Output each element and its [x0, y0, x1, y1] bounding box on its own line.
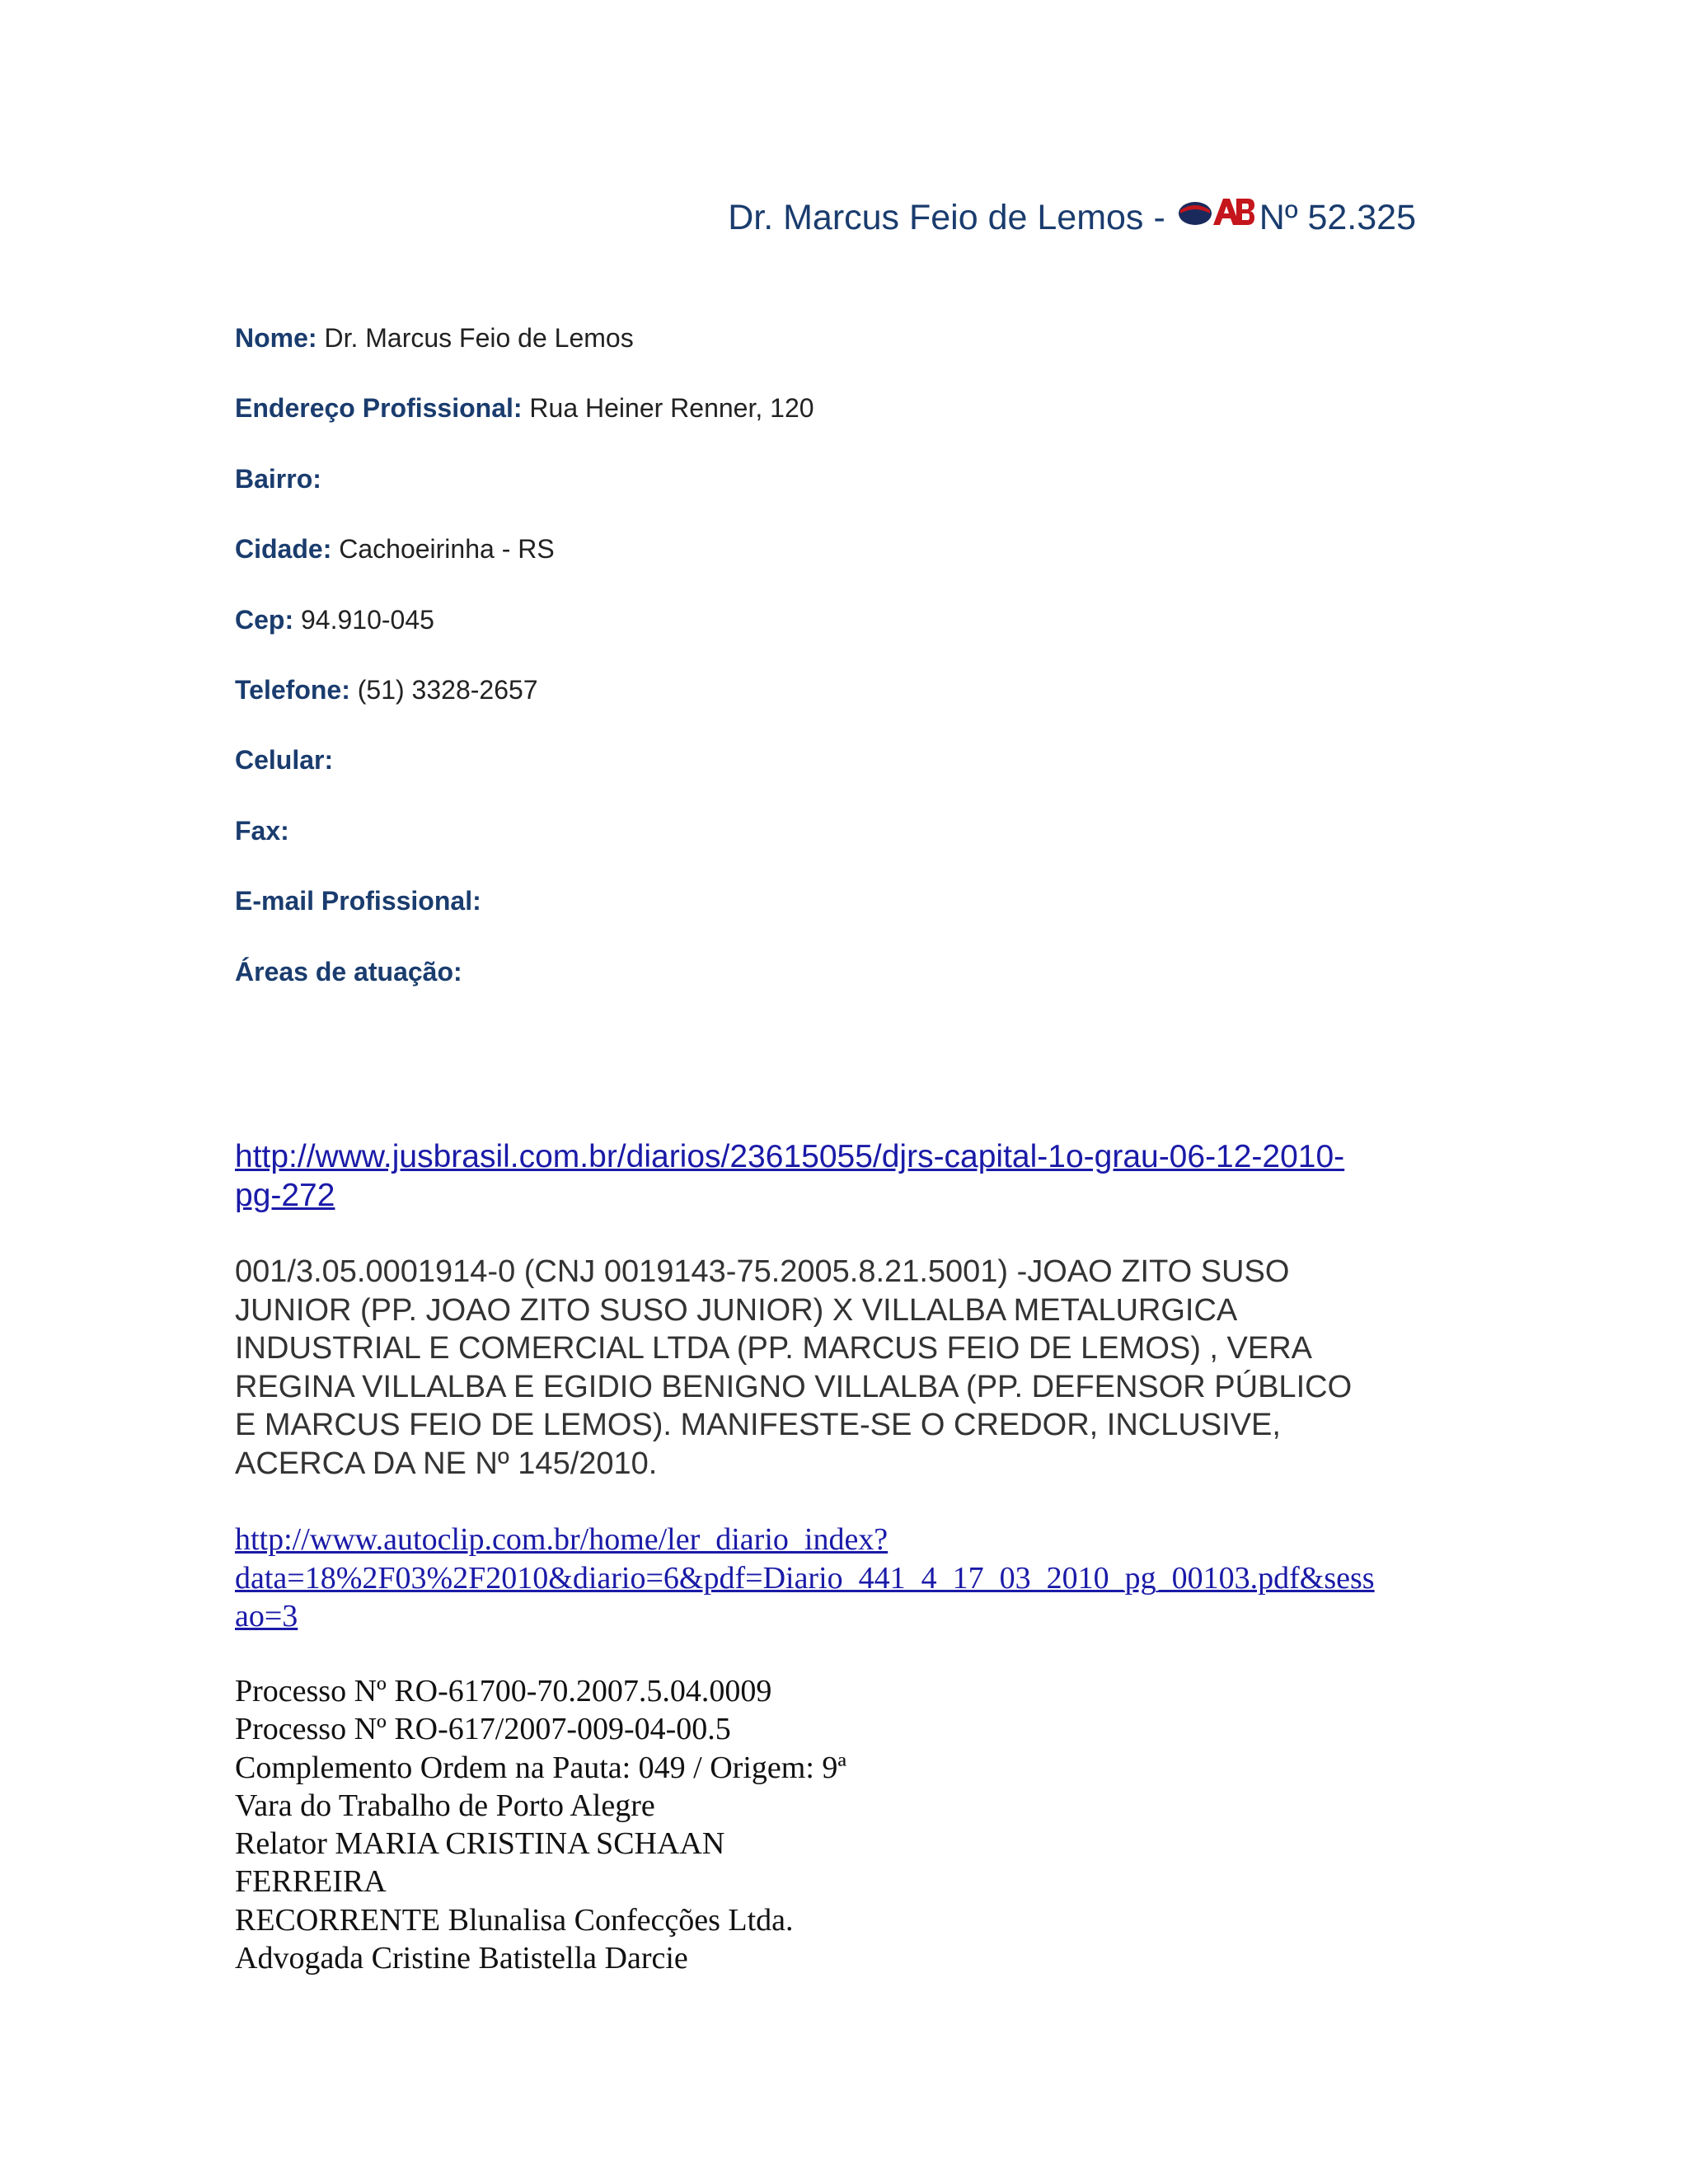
- field-email: [235, 879, 814, 949]
- field-value: 94.910-045: [301, 604, 434, 635]
- field-endereco: [235, 387, 814, 457]
- field-label: Celular:: [235, 745, 334, 776]
- field-celular: [235, 738, 814, 808]
- field-value: Dr. Marcus Feio de Lemos: [324, 323, 634, 353]
- field-label: Áreas de atuação:: [235, 956, 462, 987]
- text-line: ACERCA DA NE Nº 145/2010.: [235, 1446, 658, 1481]
- field-label: Telefone:: [235, 674, 350, 705]
- field-nome: [235, 316, 814, 387]
- process-details-text: [235, 1672, 846, 1977]
- lawyer-name: Dr. Marcus Feio de Lemos: [728, 198, 1144, 237]
- field-value: (51) 3328-2657: [357, 674, 538, 705]
- field-cidade: [235, 527, 814, 598]
- text-line: 001/3.05.0001914-0 (CNJ 0019143-75.2005.8.21.5001) -JOAO ZITO SUSO: [235, 1254, 1290, 1289]
- link-line: http://www.autoclip.com.br/home/ler_diario_index?: [235, 1522, 889, 1557]
- text-line: FERREIRA: [235, 1864, 387, 1900]
- field-value: Rua Heiner Renner, 120: [529, 393, 814, 424]
- link-line: pg-272: [235, 1178, 335, 1213]
- jusbrasil-link[interactable]: [235, 1137, 1422, 1215]
- link-line: http://www.jusbrasil.com.br/diarios/23615055/djrs-capital-1o-grau-06-12-2010-: [235, 1139, 1345, 1174]
- field-bairro: [235, 457, 814, 527]
- field-value: Cachoeirinha - RS: [339, 534, 555, 565]
- text-line: Processo Nº RO-61700-70.2007.5.04.0009: [235, 1674, 772, 1708]
- text-line: Processo Nº RO-617/2007-009-04-00.5: [235, 1712, 731, 1747]
- process-notice-text: [235, 1253, 1352, 1483]
- text-line: JUNIOR (PP. JOAO ZITO SUSO JUNIOR) X VILLALBA METALURGICA: [235, 1292, 1238, 1328]
- page-title: [728, 198, 1416, 238]
- field-label: Endereço Profissional:: [235, 393, 523, 424]
- link-line: ao=3: [235, 1599, 298, 1633]
- field-areas: [235, 950, 814, 1020]
- text-line: Vara do Trabalho de Porto Alegre: [235, 1788, 655, 1823]
- text-line: Relator MARIA CRISTINA SCHAAN: [235, 1826, 725, 1862]
- field-label: E-mail Profissional:: [235, 886, 481, 916]
- field-fax: [235, 809, 814, 879]
- text-line: E MARCUS FEIO DE LEMOS). MANIFESTE-SE O CREDOR, INCLUSIVE,: [235, 1408, 1281, 1442]
- text-line: INDUSTRIAL E COMERCIAL LTDA (PP. MARCUS FEIO DE LEMOS) , VERA: [235, 1331, 1313, 1366]
- text-line: REGINA VILLALBA E EGIDIO BENIGNO VILLALBA (PP. DEFENSOR PÚBLICO: [235, 1369, 1353, 1404]
- text-line: RECORRENTE Blunalisa Confecções Ltda.: [235, 1902, 794, 1938]
- text-line: Advogada Cristine Batistella Darcie: [235, 1941, 688, 1976]
- contact-fields: [235, 316, 814, 1020]
- field-label: Fax:: [235, 815, 289, 846]
- field-telefone: [235, 668, 814, 738]
- field-label: Cep:: [235, 604, 294, 635]
- field-label: Nome:: [235, 323, 317, 353]
- oab-logo-icon: [1177, 195, 1254, 228]
- field-label: Bairro:: [235, 463, 321, 494]
- field-label: Cidade:: [235, 534, 332, 565]
- oab-number: Nº 52.325: [1259, 198, 1416, 237]
- title-separator: -: [1153, 198, 1165, 237]
- field-cep: [235, 598, 814, 668]
- text-line: Complemento Ordem na Pauta: 049 / Origem: 9ª: [235, 1750, 846, 1785]
- autoclip-link[interactable]: [235, 1521, 1375, 1636]
- link-line: data=18%2F03%2F2010&diario=6&pdf=Diario_441_4_17_03_2010_pg_00103.pdf&sess: [235, 1560, 1375, 1596]
